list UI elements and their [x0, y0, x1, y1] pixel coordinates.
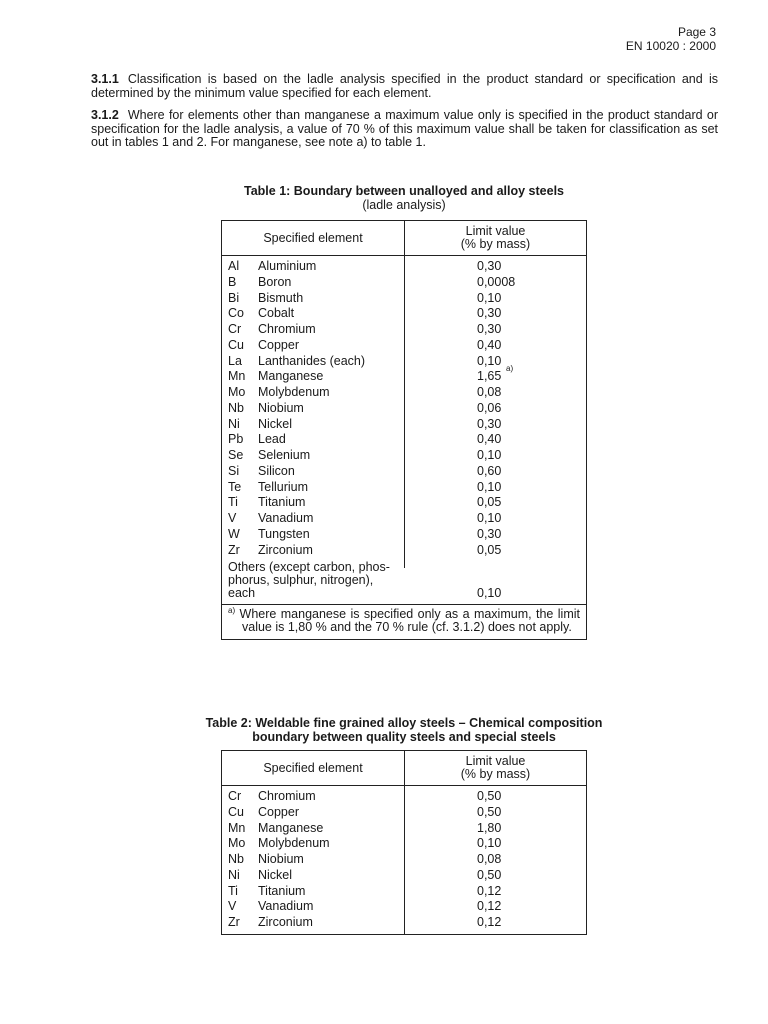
others-line3: each [228, 586, 256, 601]
limit-value: 0,12 [477, 915, 502, 929]
standard-number: EN 10020 : 2000 [625, 39, 716, 53]
element-name: Titanium [258, 495, 306, 510]
element-name: Lanthanides (each) [258, 353, 366, 368]
element-symbol: Bi [228, 290, 240, 305]
limit-value: 0,50 [477, 789, 502, 803]
limit-value: 0,0008 [477, 274, 516, 289]
element-name: Titanium [258, 883, 306, 898]
table1-column-divider [404, 255, 405, 568]
limit-value: 0,10 [477, 290, 502, 305]
table1-header-element: Specified element [222, 221, 405, 256]
limit-value: 0,10 [477, 836, 502, 851]
limit-value: 0,05 [477, 542, 502, 557]
element-symbol: Ni [228, 416, 240, 431]
element-symbol: Cr [228, 322, 242, 336]
table1-caption [0, 184, 768, 212]
element-symbol: V [228, 511, 237, 525]
footnote-mark: a) [228, 606, 236, 616]
page-header [626, 25, 716, 53]
element-name: Vanadium [258, 899, 314, 914]
limit-value: 0,30 [477, 306, 502, 321]
limit-value: 0,40 [477, 337, 502, 352]
table-row: Mn Manganese 1,65 a) [222, 369, 586, 385]
limit-value: 0,30 [477, 259, 502, 273]
header-limit-line1: Limit value [465, 754, 526, 768]
element-symbol: Ni [228, 867, 240, 882]
element-name: Chromium [258, 789, 316, 803]
limit-value: 0,05 [477, 495, 502, 510]
element-name: Vanadium [258, 511, 314, 525]
element-name: Molybdenum [258, 385, 330, 399]
element-name: Nickel [258, 867, 293, 882]
table1-footnote [222, 604, 586, 639]
limit-value: 0,08 [477, 852, 502, 866]
element-name: Niobium [258, 400, 304, 415]
limit-value: 0,50 [477, 867, 502, 882]
footnote-text: Where manganese is specified only as a maximum, the limit value is 1,80 % and the 70 % rule (cf. 3.1.2) does not apply. [239, 607, 580, 635]
element-symbol: W [228, 526, 240, 541]
limit-value: 0,30 [477, 416, 502, 431]
table2-title-line1: Table 2: Weldable fine grained alloy steels – Chemical composition [205, 716, 603, 730]
element-symbol: Nb [228, 852, 244, 866]
others-value: 0,10 [477, 586, 502, 601]
element-symbol: Zr [228, 915, 240, 929]
limit-value: 0,06 [477, 400, 502, 415]
limit-value: 1,80 [477, 820, 502, 835]
element-name: Zirconium [258, 542, 313, 557]
limit-value: 0,12 [477, 883, 502, 898]
element-symbol: Zr [228, 542, 240, 557]
element-symbol: Ti [228, 495, 238, 510]
element-symbol: Te [228, 479, 242, 494]
element-symbol: La [228, 353, 242, 368]
clause-number: 3.1.2 [91, 108, 119, 122]
element-symbol: Mn [228, 820, 246, 835]
element-name: Aluminium [258, 259, 317, 273]
table1-title: Table 1: Boundary between unalloyed and alloy steels [244, 184, 564, 198]
element-name: Lead [258, 432, 286, 447]
limit-value: 0,10 [477, 479, 502, 494]
header-limit-line1: Limit value [465, 224, 526, 238]
element-symbol: Mo [228, 385, 246, 399]
clause-3-1-2 [91, 109, 718, 150]
limit-value: 0,60 [477, 463, 502, 478]
table2-column-divider [404, 785, 405, 935]
clause-text: Where for elements other than manganese a maximum value only is specified in the product standard or specification for the ladle analysis, a value of 70 % of this maximum value shall be taken for classification as set out in tables 1 and 2. For manganese, see note a) to table 1. [91, 108, 718, 149]
limit-value: 0,40 [477, 432, 502, 447]
element-symbol: Co [228, 306, 244, 321]
element-symbol: V [228, 899, 237, 914]
element-name: Zirconium [258, 915, 313, 929]
limit-value: 0,10 [477, 353, 502, 368]
element-name: Nickel [258, 416, 293, 431]
element-name: Silicon [258, 463, 295, 478]
element-symbol: Mo [228, 836, 246, 851]
clause-number: 3.1.1 [91, 72, 119, 86]
table2-title-line2: boundary between quality steels and special steels [252, 730, 556, 744]
limit-value: 0,12 [477, 899, 502, 914]
others-line1: Others (except carbon, phos- [228, 560, 390, 575]
element-symbol: Se [228, 448, 244, 462]
table2-header-limit [405, 751, 587, 786]
element-symbol: Cu [228, 337, 244, 352]
others-line3-row [228, 587, 586, 600]
element-symbol: Al [228, 259, 240, 273]
element-name: Bismuth [258, 290, 304, 305]
element-name: Chromium [258, 322, 316, 336]
table1-subtitle: (ladle analysis) [362, 198, 446, 212]
element-name: Copper [258, 337, 299, 352]
element-name: Molybdenum [258, 836, 330, 851]
element-name: Tungsten [258, 526, 310, 541]
table1-header-limit [405, 221, 587, 256]
clause-text: Classification is based on the ladle analysis specified in the product standard or specification and is determined by the minimum value specified for each element. [91, 72, 718, 100]
element-name: Cobalt [258, 306, 295, 321]
limit-value: 1,65 [477, 369, 502, 384]
element-name: Boron [258, 274, 292, 289]
limit-value: 0,10 [477, 448, 502, 462]
element-symbol: Si [228, 463, 240, 478]
header-limit-line2: (% by mass) [460, 767, 531, 781]
element-symbol: Cu [228, 804, 244, 819]
limit-value: 0,10 [477, 511, 502, 525]
element-name: Manganese [258, 369, 324, 384]
limit-value: 0,08 [477, 385, 502, 399]
table2-header-element: Specified element [222, 751, 405, 786]
clause-3-1-1 [91, 73, 718, 100]
element-symbol: Ti [228, 883, 238, 898]
element-symbol: B [228, 274, 237, 289]
element-name: Manganese [258, 820, 324, 835]
limit-value: 0,50 [477, 804, 502, 819]
element-symbol: Pb [228, 432, 244, 447]
header-limit-line2: (% by mass) [460, 237, 531, 251]
element-name: Selenium [258, 448, 311, 462]
others-line2: phorus, sulphur, nitrogen), [228, 573, 374, 588]
page-number: Page 3 [677, 25, 716, 39]
limit-value: 0,30 [477, 526, 502, 541]
element-name: Copper [258, 804, 299, 819]
element-symbol: Mn [228, 369, 246, 384]
limit-value: 0,30 [477, 322, 502, 336]
element-name: Niobium [258, 852, 304, 866]
element-symbol: Cr [228, 789, 242, 803]
element-name: Tellurium [258, 479, 309, 494]
table2-caption [0, 716, 768, 744]
element-symbol: Nb [228, 400, 244, 415]
